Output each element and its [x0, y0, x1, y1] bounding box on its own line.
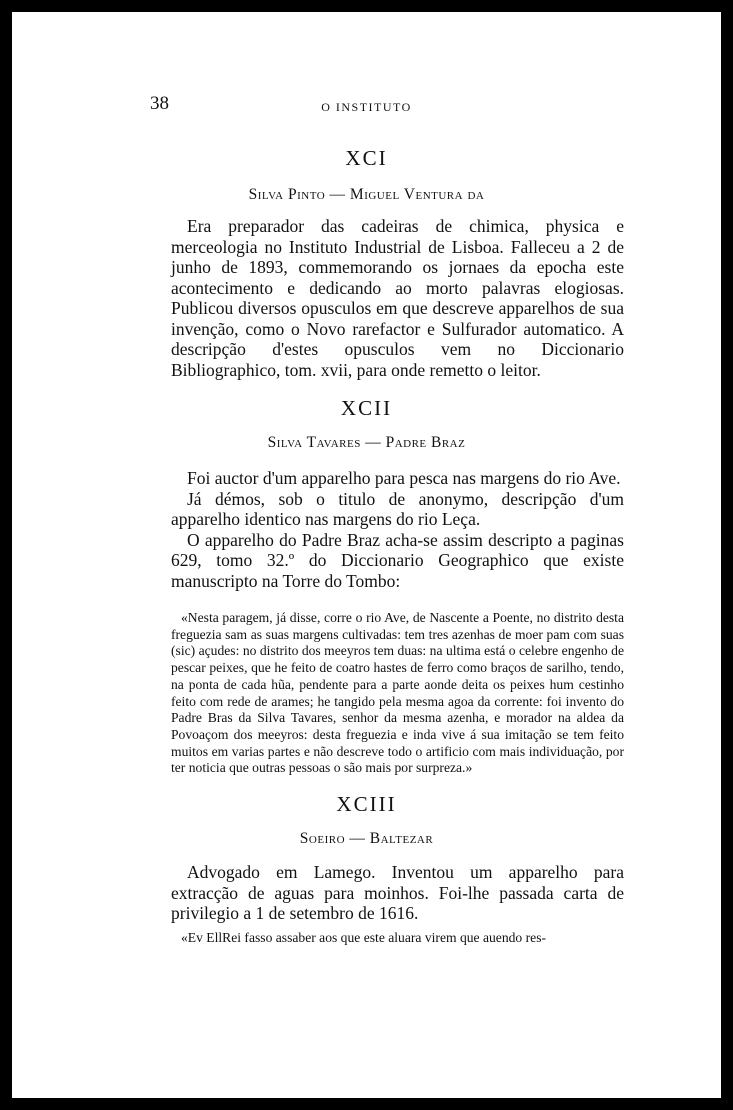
- section-numeral-xcii: XCII: [340, 396, 393, 420]
- quotation-xcii: [171, 610, 624, 777]
- section-heading-xcii: Silva Tavares — Padre Braz: [267, 434, 466, 451]
- section-body-xciii: [171, 862, 624, 924]
- section-body-xci: [171, 216, 624, 380]
- paragraph: Já démos, sob o titulo de anonymo, descripção d'um apparelho identico nas margens do rio Leça.: [171, 488, 624, 529]
- paragraph: Era preparador das cadeiras de chimica, physica e merceologia no Instituto Industrial de Lisboa. Falleceu a 2 de junho de 1893, commemorando os jornaes da epocha este acontecimento e dedicando ao morto palavras elogiosas. Publicou diversos opusculos em que descreve apparelhos de sua invenção, como o Novo rarefactor e Sulfurador automatico. A descripção d'estes opusculos vem no Diccionario Bibliographico, tom. xvii, para onde remetto o leitor.: [171, 216, 624, 380]
- section-numeral-xci: XCI: [345, 146, 388, 170]
- quote-text: «Ev EllRei fasso assaber aos que este aluara virem que auendo res-: [181, 930, 547, 945]
- section-heading-xci: Silva Pinto — Miguel Ventura da: [248, 186, 485, 203]
- document-page: [12, 12, 721, 1098]
- section-body-xcii: [171, 468, 624, 591]
- paragraph: O apparelho do Padre Braz acha-se assim descripto a paginas 629, tomo 32.º do Diccionario Geographico que existe manuscripto na Torre do Tombo:: [171, 529, 624, 591]
- running-title: O INSTITUTO: [321, 100, 412, 114]
- paragraph: Foi auctor d'um apparelho para pesca nas margens do rio Ave.: [187, 468, 621, 488]
- quotation-xciii: [171, 930, 624, 947]
- section-heading-xciii: Soeiro — Baltezar: [299, 830, 434, 847]
- section-numeral-xciii: XCIII: [336, 792, 397, 816]
- page-number: 38: [150, 93, 169, 114]
- paragraph: Advogado em Lamego. Inventou um apparelho para extracção de aguas para moinhos. Foi-lhe passada carta de privilegio a 1 de setembro de 1616.: [171, 862, 624, 923]
- quote-text: «Nesta paragem, já disse, corre o rio Ave, de Nascente a Poente, no distrito desta freguezia sam as suas margens cultivadas: tem tres azenhas de moer pam com suas (sic) açudes: no distrito dos meeyros tem duas: na ultima está o celebre engenho de pescar peixes, que he feito de coatro hastes de ferro como braços de sarilho, tendo, na ponta de cada hũa, pendente para a parte aonde deita os peixes hum cestinho feito com rede de arames; he tangido pela mesma agoa da corrente: foi invento do Padre Bras da Silva Tavares, senhor da mesma azenha, e morador na aldea da Povoaçom dos meeyros: desta freguezia e inda vive á sua imitação se tem feito muitos em varias partes e não descreve todo o artificio com mais individuação, por ter noticia que outras pessoas o são mais por surpreza.»: [171, 610, 624, 776]
